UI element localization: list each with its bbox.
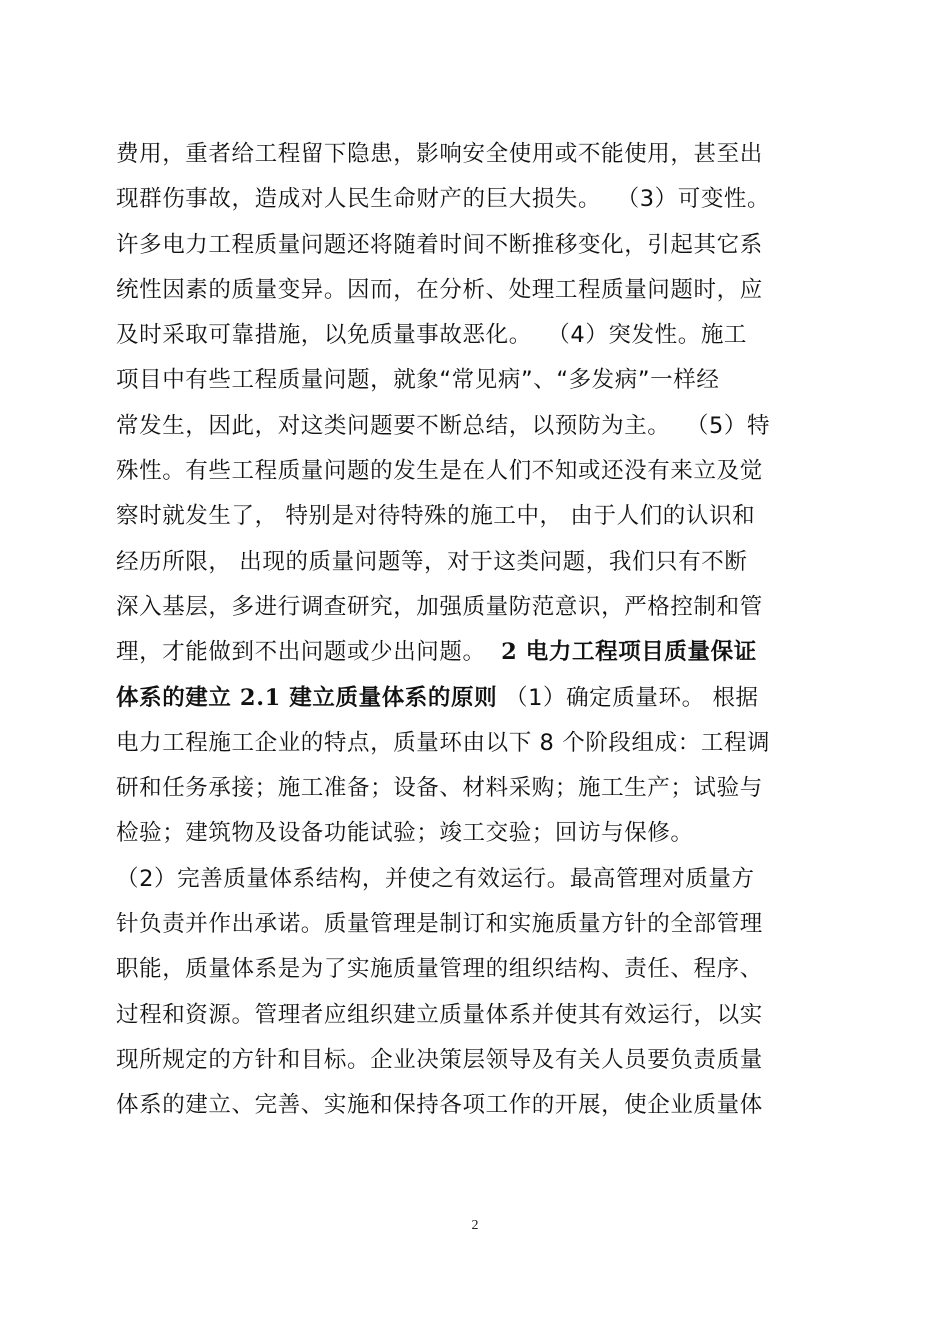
text-line-2: 现群伤事故，造成对人民生命财产的巨大损失。 （3）可变性。: [116, 186, 771, 213]
text-line-14: 电力工程施工企业的特点，质量环由以下 8 个阶段组成：工程调: [116, 729, 771, 756]
section-heading-2: 2 电力工程项目质量保证: [501, 639, 757, 666]
text-line-15: 研和任务承接；施工准备；设备、材料采购；施工生产；试验与: [116, 775, 763, 802]
body-text: [116, 132, 836, 1129]
text-line-22: 体系的建立、完善、实施和保持各项工作的开展，使企业质量体: [116, 1092, 763, 1119]
text-line-13: [116, 676, 836, 721]
text-line-9: 察时就发生了， 特别是对待特殊的施工中， 由于人们的认识和: [116, 503, 756, 530]
text-line-19: 职能，质量体系是为了实施质量管理的组织结构、责任、程序、: [116, 956, 763, 983]
text-line-1: 费用，重者给工程留下隐患，影响安全使用或不能使用，甚至出: [116, 141, 763, 167]
text-line-11: 深入基层，多进行调查研究，加强质量防范意识，严格控制和管: [116, 593, 763, 620]
text-line-12: [116, 630, 836, 675]
text-line-12-normal: 理，才能做到不出问题或少出问题。: [116, 639, 502, 666]
text-line-5: 及时采取可靠措施，以免质量事故恶化。 （4）突发性。施工: [116, 322, 748, 349]
text-line-3: 许多电力工程质量问题还将随着时间不断推移变化，引起其它系: [116, 231, 763, 258]
text-line-13-normal: （1）确定质量环。 根据: [497, 684, 759, 711]
text-line-10: 经历所限， 出现的质量问题等，对于这类问题，我们只有不断: [116, 548, 748, 575]
text-line-7: 常发生，因此，对这类问题要不断总结，以预防为主。 （5）特: [116, 412, 771, 439]
text-line-4: 统性因素的质量变异。因而，在分析、处理工程质量问题时，应: [116, 276, 763, 303]
section-heading-2-1: 体系的建立 2.1 建立质量体系的原则: [116, 684, 498, 711]
text-line-18: 针负责并作出承诺。质量管理是制订和实施质量方针的全部管理: [116, 911, 763, 938]
text-line-20: 过程和资源。管理者应组织建立质量体系并使其有效运行，以实: [116, 1001, 763, 1028]
text-line-21: 现所规定的方针和目标。企业决策层领导及有关人员要负责质量: [116, 1046, 763, 1073]
text-line-16: 检验；建筑物及设备功能试验；竣工交验；回访与保修。: [116, 820, 694, 847]
text-line-17: （2）完善质量体系结构，并使之有效运行。最高管理对质量方: [116, 865, 755, 892]
text-line-6: 项目中有些工程质量问题，就象“常见病”、“多发病”一样经: [116, 367, 720, 394]
text-line-8: 殊性。有些工程质量问题的发生是在人们不知或还没有来立及觉: [116, 458, 763, 485]
page-number: 2: [471, 1218, 479, 1233]
